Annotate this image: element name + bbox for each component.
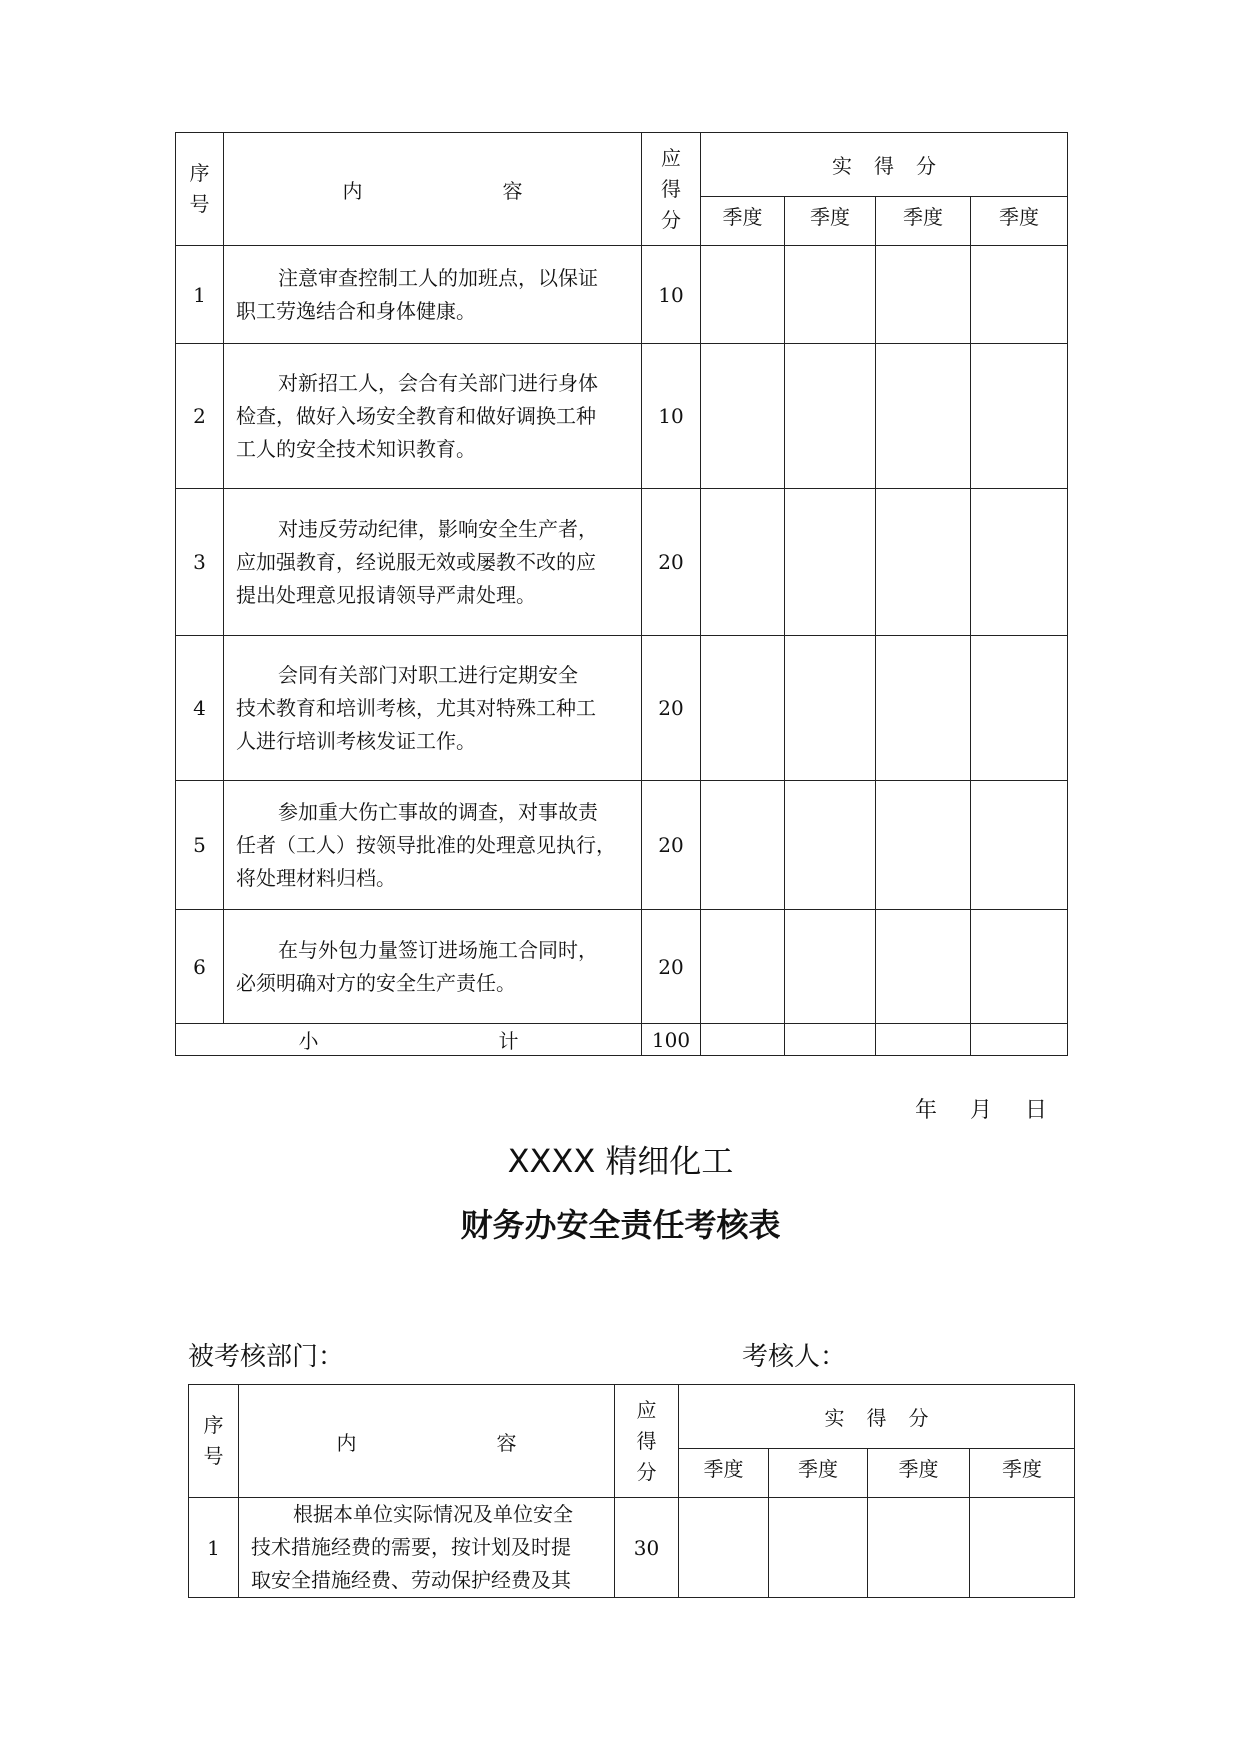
score-cell[interactable] [701, 246, 785, 344]
row-number: 3 [176, 489, 224, 636]
row-points: 20 [642, 781, 701, 910]
score-cell[interactable] [701, 1024, 785, 1056]
score-cell[interactable] [785, 1024, 876, 1056]
score-cell[interactable] [701, 489, 785, 636]
score-cell[interactable] [785, 636, 876, 781]
header-quarter: 季度 [701, 197, 785, 246]
date-month: 月 [970, 1098, 993, 1123]
score-cell[interactable] [785, 489, 876, 636]
assessment-table-2 [188, 1384, 1075, 1598]
header-quarter: 季度 [971, 197, 1068, 246]
score-cell[interactable] [785, 246, 876, 344]
row-number: 2 [176, 344, 224, 489]
header-actual-score: 实 得 分 [679, 1385, 1075, 1449]
header-quarter: 季度 [679, 1449, 769, 1498]
row-points: 10 [642, 246, 701, 344]
row-points: 20 [642, 636, 701, 781]
row-points: 30 [615, 1498, 679, 1598]
table-row [176, 246, 1068, 344]
score-cell[interactable] [701, 344, 785, 489]
score-cell[interactable] [769, 1498, 868, 1598]
table-row [189, 1498, 1075, 1598]
table-row [176, 344, 1068, 489]
score-cell[interactable] [970, 1498, 1075, 1598]
date-day: 日 [1025, 1098, 1048, 1123]
header-content: 内 容 [224, 133, 642, 246]
date-line [915, 1093, 1073, 1124]
score-cell[interactable] [785, 781, 876, 910]
row-points: 20 [642, 489, 701, 636]
date-year: 年 [915, 1098, 938, 1123]
row-number: 5 [176, 781, 224, 910]
dept-label: 被考核部门： [188, 1342, 345, 1372]
score-cell[interactable] [876, 1024, 971, 1056]
score-cell[interactable] [868, 1498, 970, 1598]
header-quarter: 季度 [868, 1449, 970, 1498]
score-cell[interactable] [876, 636, 971, 781]
score-cell[interactable] [971, 344, 1068, 489]
header-quarter: 季度 [769, 1449, 868, 1498]
header-seq: 序 号 [189, 1385, 239, 1498]
row-points: 20 [642, 910, 701, 1024]
row-number: 4 [176, 636, 224, 781]
assessor-label: 考核人： [742, 1342, 847, 1372]
score-cell[interactable] [971, 246, 1068, 344]
score-cell[interactable] [701, 781, 785, 910]
header-quarter: 季度 [785, 197, 876, 246]
score-cell[interactable] [679, 1498, 769, 1598]
row-number: 1 [176, 246, 224, 344]
form-title: 财务办安全责任考核表 [460, 1206, 781, 1244]
score-cell[interactable] [971, 1024, 1068, 1056]
score-cell[interactable] [701, 910, 785, 1024]
subtotal-label: 小 计 [176, 1024, 642, 1056]
assessment-table-1 [175, 132, 1068, 1056]
header-quarter: 季度 [876, 197, 971, 246]
score-cell[interactable] [971, 489, 1068, 636]
header-content: 内 容 [239, 1385, 615, 1498]
row-content: 注意审查控制工人的加班点，以保证 职工劳逸结合和身体健康。 [224, 246, 642, 344]
score-cell[interactable] [971, 636, 1068, 781]
table-row [176, 636, 1068, 781]
table-row [176, 910, 1068, 1024]
row-content: 根据本单位实际情况及单位安全 技术措施经费的需要，按计划及时提 取安全措施经费、劳动保护经费及其 [239, 1498, 615, 1598]
row-number: 1 [189, 1498, 239, 1598]
header-points: 应 得 分 [642, 133, 701, 246]
table-row [176, 489, 1068, 636]
header-actual-score: 实 得 分 [701, 133, 1068, 197]
subtotal-points: 100 [642, 1024, 701, 1056]
row-content: 对违反劳动纪律，影响安全生产者， 应加强教育，经说服无效或屡教不改的应 提出处理意见报请领导严肃处理。 [224, 489, 642, 636]
score-cell[interactable] [971, 781, 1068, 910]
row-content: 对新招工人，会合有关部门进行身体 检查，做好入场安全教育和做好调换工种 工人的安全技术知识教育。 [224, 344, 642, 489]
score-cell[interactable] [785, 910, 876, 1024]
score-cell[interactable] [876, 489, 971, 636]
row-content: 参加重大伤亡事故的调查，对事故责 任者（工人）按领导批准的处理意见执行， 将处理材料归档。 [224, 781, 642, 910]
score-cell[interactable] [785, 344, 876, 489]
score-cell[interactable] [876, 344, 971, 489]
row-content: 在与外包力量签订进场施工合同时， 必须明确对方的安全生产责任。 [224, 910, 642, 1024]
score-cell[interactable] [876, 781, 971, 910]
header-quarter: 季度 [970, 1449, 1075, 1498]
score-cell[interactable] [971, 910, 1068, 1024]
score-cell[interactable] [876, 246, 971, 344]
row-content: 会同有关部门对职工进行定期安全 技术教育和培训考核，尤其对特殊工种工 人进行培训考核发证工作。 [224, 636, 642, 781]
header-points: 应 得 分 [615, 1385, 679, 1498]
table-row [176, 781, 1068, 910]
header-seq: 序 号 [176, 133, 224, 246]
score-cell[interactable] [876, 910, 971, 1024]
row-number: 6 [176, 910, 224, 1024]
row-points: 10 [642, 344, 701, 489]
subtotal-row [176, 1024, 1068, 1056]
company-name: XXXX 精细化工 [507, 1142, 734, 1180]
score-cell[interactable] [701, 636, 785, 781]
